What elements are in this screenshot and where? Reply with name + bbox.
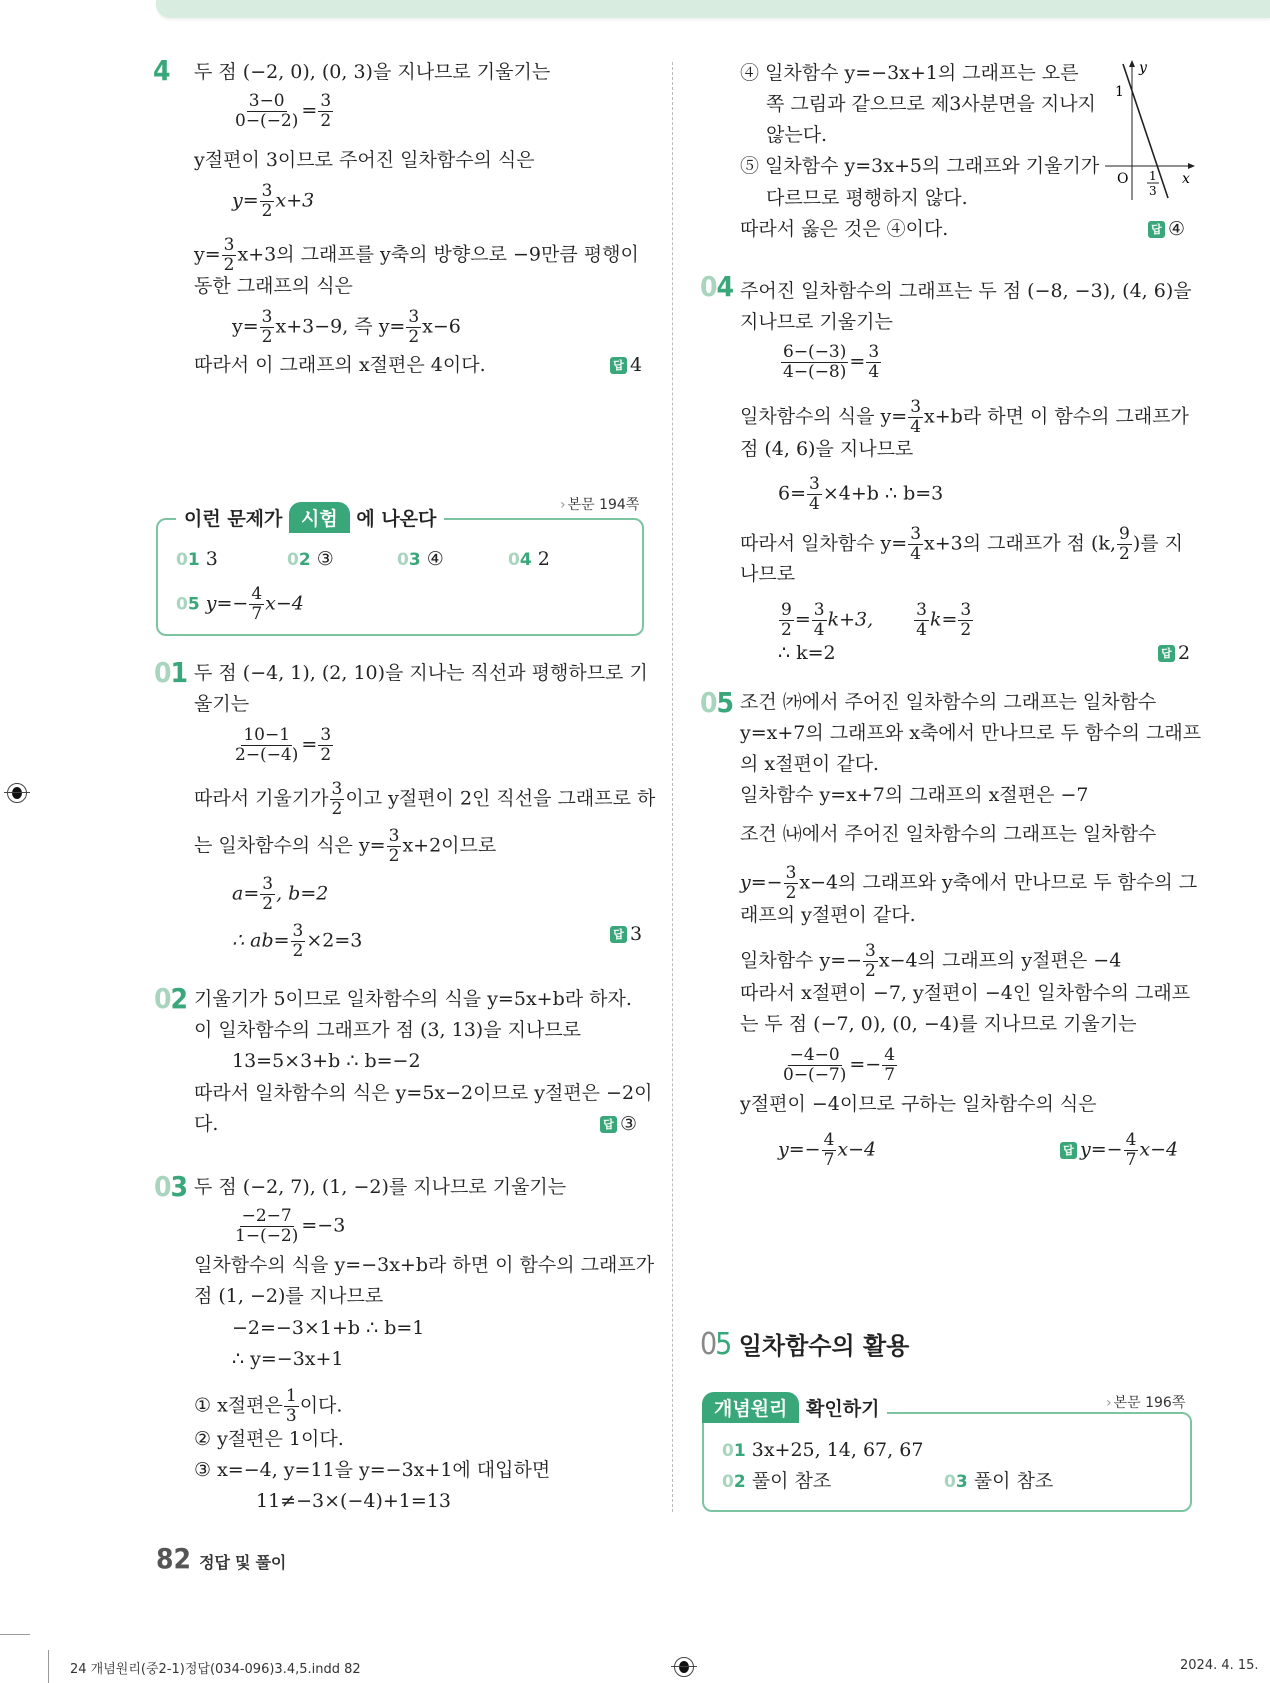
equation: ∴ y=−3x+1	[232, 1348, 344, 1370]
title-pill: 시험	[289, 502, 350, 533]
page-number: 82	[156, 1542, 192, 1575]
num: 0	[176, 594, 188, 615]
expr: x−4	[837, 1138, 877, 1161]
section-heading	[700, 1326, 909, 1362]
text-line: 일차함수 y=x+7의 그래프의 x절편은 −7	[740, 784, 1089, 806]
text-line: 래프의 y절편이 같다.	[740, 904, 916, 926]
answer-item	[944, 1469, 1053, 1494]
registration-mark-icon	[7, 783, 27, 803]
numerator: 9	[781, 600, 792, 620]
numerator: 3	[320, 725, 332, 745]
text-line: 동한 그래프의 식은	[194, 275, 353, 297]
numerator: 3	[261, 181, 273, 201]
option-2: ② y절편은 1이다.	[194, 1428, 344, 1450]
denominator: 4	[813, 620, 825, 640]
denominator: 4	[868, 362, 880, 382]
denominator: 4	[916, 620, 927, 640]
text-line: 일차함수의 식을 y=−3x+b라 하면 이 함수의 그래프가	[194, 1254, 655, 1276]
numerator: 3	[865, 941, 876, 961]
denominator: 2	[261, 201, 273, 221]
ref-text: 본문 194쪽	[567, 497, 640, 513]
numerator: 9	[1118, 524, 1130, 544]
denominator: 2	[292, 941, 304, 961]
denominator: 2	[388, 846, 400, 866]
expr: ×2=3	[306, 929, 363, 952]
num: 2	[170, 982, 188, 1015]
numerator: 4	[251, 584, 263, 604]
num: 3	[170, 1170, 188, 1203]
expr: 이고 y절편이 2인 직선을 그래프로 하	[345, 787, 656, 810]
denominator: 2	[262, 894, 274, 914]
expr: x+3−9, 즉 y=	[275, 315, 406, 338]
eq: =	[301, 99, 318, 122]
answer-badge-icon: 답	[600, 1116, 617, 1133]
answer-item	[397, 547, 444, 572]
text-line	[740, 942, 1121, 981]
fraction-equation	[232, 1207, 345, 1246]
denominator: 2−(−4)	[235, 745, 299, 765]
text-line: 다.	[194, 1113, 219, 1135]
crop-mark	[0, 1634, 30, 1635]
numerator: 3	[809, 474, 820, 494]
page-footer	[156, 1542, 286, 1575]
text-line: 조건 ㈏에서 주어진 일차함수의 그래프는 일차함수	[740, 823, 1157, 845]
eq: =	[849, 350, 866, 373]
num: 1	[187, 550, 200, 570]
expr: x+2이므로	[402, 834, 497, 857]
problem-number	[700, 272, 733, 302]
expr: x+3	[275, 189, 315, 212]
text-line: y=x+7의 그래프와 x축에서 만나므로 두 함수의 그래프	[740, 722, 1202, 744]
expr: ∴ ab=	[232, 929, 290, 952]
expr: y=−	[1080, 1138, 1123, 1161]
num: 3	[408, 550, 421, 570]
denominator: 2	[408, 327, 420, 347]
title-text: 에 나온다	[356, 508, 437, 530]
equation: ∴ k=2	[778, 642, 836, 664]
denominator: 4−(−8)	[783, 362, 847, 382]
expr: y=−	[205, 592, 249, 615]
num: 0	[287, 550, 299, 570]
value: ④	[426, 548, 444, 570]
equation: −2=−3×1+b ∴ b=1	[232, 1317, 425, 1339]
num: 0	[154, 982, 171, 1015]
print-slug-date: 2024. 4. 15.	[1180, 1658, 1259, 1673]
numerator: −4−0	[789, 1045, 840, 1065]
answer	[600, 1112, 637, 1136]
eq: =−3	[301, 1214, 346, 1237]
answer	[1060, 1131, 1178, 1170]
expr: x−4의 그래프와 y축에서 만나므로 두 함수의 그	[799, 871, 1198, 894]
expr: x+3의 그래프를 y축의 방향으로 −9만큼 평행이	[237, 243, 639, 266]
answer-value: ③	[620, 1113, 638, 1135]
text-line	[740, 398, 1189, 437]
expr: x+3의 그래프가 점 (k,	[924, 532, 1116, 555]
answer-badge-icon: 답	[1060, 1142, 1077, 1159]
text-line: 따라서 일차함수의 식은 y=5x−2이므로 y절편은 −2이	[194, 1082, 653, 1104]
expr: x−4	[265, 592, 304, 615]
expr: y=	[232, 189, 259, 212]
text-line: 않는다.	[766, 124, 828, 146]
numerator: 3	[868, 342, 880, 362]
text-line: 나므로	[740, 563, 796, 585]
expr: 6=	[778, 482, 807, 505]
answer-value: 2	[1178, 642, 1191, 664]
x-intercept-denominator: 3	[1149, 184, 1157, 198]
text-line: 기울기가 5이므로 일차함수의 식을 y=5x+b라 하자.	[194, 988, 632, 1010]
denominator: 7	[1125, 1150, 1137, 1170]
expr: x+b라 하면 이 함수의 그래프가	[924, 405, 1189, 428]
num: 0	[700, 270, 717, 303]
numerator: 3	[916, 600, 927, 620]
num: 5	[187, 594, 200, 615]
option-4: ④ 일차함수 y=−3x+1의 그래프는 오른	[740, 62, 1079, 84]
text-line: 두 점 (−2, 0), (0, 3)을 지나므로 기울기는	[194, 61, 551, 83]
origin-label: O	[1117, 171, 1129, 187]
numerator: 3	[388, 826, 400, 846]
text-line	[740, 864, 1197, 903]
text-line: 따라서 이 그래프의 x절편은 4이다.	[194, 354, 486, 376]
num: 0	[700, 686, 717, 719]
num: 0	[722, 1472, 734, 1492]
expr: a=	[232, 882, 260, 905]
answer	[1148, 217, 1185, 241]
answer	[610, 353, 642, 377]
value: ③	[316, 548, 334, 570]
num: 0	[154, 656, 171, 689]
answer-badge-icon: 답	[1148, 221, 1165, 238]
expr: x−4	[1139, 1138, 1179, 1161]
section-title: 일차함수의 활용	[738, 1332, 910, 1360]
text-line	[194, 827, 496, 866]
y-axis-label: y	[1139, 60, 1147, 76]
num: 2	[733, 1472, 746, 1492]
crop-mark	[48, 1650, 49, 1683]
answer-value: 3	[630, 923, 643, 945]
numerator: −2−7	[241, 1206, 292, 1226]
option-1	[194, 1387, 342, 1426]
text-line	[194, 780, 655, 819]
text-line: 두 점 (−2, 7), (1, −2)를 지나므로 기울기는	[194, 1176, 567, 1198]
numerator: 6−(−3)	[783, 342, 847, 362]
expr: =	[794, 608, 811, 631]
numerator: 3	[292, 921, 304, 941]
page-reference	[560, 494, 639, 514]
expr: x−6	[422, 315, 461, 338]
numerator: 3	[262, 874, 274, 894]
numerator: 3	[320, 91, 332, 111]
text-line: 쪽 그림과 같으므로 제3사분면을 지나지	[766, 93, 1096, 115]
numerator: 3	[261, 307, 273, 327]
header-band	[156, 0, 1270, 18]
num: 3	[955, 1472, 968, 1492]
answer-item	[176, 585, 304, 624]
value: 3x+25, 14, 67, 67	[751, 1439, 924, 1461]
num: 1	[170, 656, 188, 689]
expr: 따라서 기울기가	[194, 787, 329, 810]
denominator: 2	[865, 961, 876, 981]
expr: 일차함수 y=−	[740, 949, 863, 972]
expr: 이다.	[299, 1394, 343, 1417]
expr: y=−	[778, 1138, 821, 1161]
text-line	[194, 236, 639, 275]
denominator: 7	[251, 604, 263, 624]
denominator: 2	[1118, 544, 1130, 564]
expr: 는 일차함수의 식은 y=	[194, 834, 386, 857]
expr: 일차함수의 식을 y=	[740, 405, 908, 428]
text-line: 주어진 일차함수의 그래프는 두 점 (−8, −3), (4, 6)을	[740, 280, 1192, 302]
num: 0	[508, 550, 520, 570]
problem-number	[154, 658, 187, 688]
equation	[778, 1131, 876, 1170]
num: 0	[176, 550, 188, 570]
title-text: 확인하기	[806, 1398, 880, 1420]
text-line: 조건 ㈎에서 주어진 일차함수의 그래프는 일차함수	[740, 691, 1157, 713]
section-num: 0	[700, 1327, 716, 1362]
expr: )를 지	[1132, 532, 1183, 555]
text-line: 점 (1, −2)를 지나므로	[194, 1285, 384, 1307]
denominator: 3	[285, 1406, 297, 1426]
answer-badge-icon: 답	[1158, 645, 1175, 662]
text-line: 는 두 점 (−7, 0), (0, −4)를 지나므로 기울기는	[740, 1013, 1137, 1035]
chevron-right-icon: ›	[1106, 1395, 1112, 1411]
problem-number: 4	[153, 54, 170, 87]
expr: k+3,	[827, 608, 874, 631]
answer-item	[722, 1438, 923, 1463]
expr: , b=2	[276, 882, 329, 905]
answer-value: ④	[1168, 218, 1186, 240]
print-slug-file: 24 개념원리(중2-1)정답(034-096)3.4,5.indd 82	[70, 1662, 361, 1677]
answer	[1158, 641, 1190, 665]
title-pill: 개념원리	[702, 1392, 799, 1423]
equation: 13=5×3+b ∴ b=−2	[232, 1050, 421, 1072]
expr: ① x절편은	[194, 1394, 283, 1417]
equation	[232, 308, 461, 347]
numerator: 3	[223, 235, 235, 255]
x-axis-label: x	[1182, 171, 1190, 187]
expr: k=	[929, 608, 958, 631]
eq: =−	[849, 1053, 882, 1076]
answer-item	[508, 547, 550, 572]
numerator: 3	[960, 600, 972, 620]
denominator: 7	[884, 1065, 896, 1085]
numerator: 3	[813, 600, 825, 620]
numerator: 3−0	[248, 91, 285, 111]
eq: =	[301, 733, 318, 756]
equation	[232, 922, 362, 961]
option-5: ⑤ 일차함수 y=3x+5의 그래프와 기울기가	[740, 155, 1100, 177]
text-line: 점 (4, 6)을 지나므로	[740, 438, 914, 460]
chevron-right-icon: ›	[560, 497, 566, 513]
equation	[232, 182, 314, 221]
denominator: 0−(−2)	[235, 111, 299, 131]
text-line: y절편이 −4이므로 구하는 일차함수의 식은	[740, 1093, 1097, 1115]
value: 3	[205, 548, 218, 570]
num: 1	[733, 1441, 746, 1461]
denominator: 4	[809, 494, 820, 514]
expr: 따라서 일차함수 y=	[740, 532, 908, 555]
text-line: 이 일차함수의 그래프가 점 (3, 13)을 지나므로	[194, 1019, 582, 1041]
numerator: 3	[408, 307, 420, 327]
problem-number	[154, 984, 187, 1014]
section-num: 5	[715, 1327, 731, 1362]
text-line: 울기는	[194, 693, 250, 715]
expr: y=	[194, 243, 221, 266]
equation	[778, 475, 943, 514]
box-title	[176, 502, 444, 533]
numerator: 3	[910, 524, 922, 544]
answer	[610, 922, 642, 946]
fraction-equation	[232, 92, 334, 131]
text-line: 따라서 x절편이 −7, y절편이 −4인 일차함수의 그래프	[740, 982, 1191, 1004]
text-line: 두 점 (−4, 1), (2, 10)을 지나는 직선과 평행하므로 기	[194, 662, 648, 684]
column-divider	[672, 62, 673, 1512]
registration-mark-icon	[674, 1657, 694, 1677]
denominator: 2	[785, 883, 797, 903]
numerator: 10−1	[243, 725, 291, 745]
numerator: 4	[1125, 1130, 1137, 1150]
num: 0	[154, 1170, 171, 1203]
denominator: 2	[320, 745, 332, 765]
num: 0	[722, 1441, 734, 1461]
title-text: 이런 문제가	[184, 508, 283, 530]
answer-item	[176, 547, 218, 572]
text-line	[740, 525, 1183, 564]
num: 0	[944, 1472, 956, 1492]
denominator: 2	[261, 327, 273, 347]
numerator: 1	[285, 1386, 297, 1406]
expr: y=−	[740, 871, 783, 894]
value: 풀이 참조	[973, 1470, 1054, 1492]
x-intercept-numerator: 1	[1149, 169, 1157, 183]
expr: y=	[232, 315, 259, 338]
line-graph-diagram	[1105, 58, 1195, 203]
text-line: y절편이 3이므로 주어진 일차함수의 식은	[194, 149, 535, 171]
numerator: 4	[884, 1045, 896, 1065]
num: 2	[298, 550, 311, 570]
answer-item	[287, 547, 334, 572]
value: 2	[537, 548, 550, 570]
text-line: 지나므로 기울기는	[740, 311, 893, 333]
denominator: 1−(−2)	[235, 1226, 299, 1246]
problem-number	[154, 1172, 187, 1202]
equation	[232, 875, 328, 914]
expr: ×4+b ∴ b=3	[822, 482, 944, 505]
numerator: 3	[910, 397, 922, 417]
answer-badge-icon: 답	[610, 357, 627, 374]
numerator: 3	[785, 863, 797, 883]
answer-item	[722, 1469, 831, 1494]
text-line: 의 x절편이 같다.	[740, 753, 879, 775]
denominator: 2	[223, 255, 235, 275]
page-title: 정답 및 풀이	[199, 1553, 287, 1572]
page-reference	[1106, 1392, 1185, 1412]
denominator: 4	[910, 544, 922, 564]
denominator: 0−(−7)	[783, 1065, 847, 1085]
num: 5	[716, 686, 734, 719]
y-intercept-label: 1	[1115, 84, 1124, 100]
text-line: 따라서 옳은 것은 ④이다.	[740, 218, 949, 240]
problem-number	[700, 688, 733, 718]
answer-badge-icon: 답	[610, 926, 627, 943]
numerator: 4	[823, 1130, 835, 1150]
denominator: 2	[320, 111, 332, 131]
denominator: 7	[823, 1150, 835, 1170]
denominator: 4	[910, 417, 922, 437]
equation: 11≠−3×(−4)+1=13	[256, 1490, 451, 1512]
fraction-equation	[232, 726, 334, 765]
equation	[778, 601, 974, 640]
denominator: 2	[331, 799, 343, 819]
num: 4	[716, 270, 734, 303]
answer-value: 4	[630, 354, 643, 376]
num: 0	[397, 550, 409, 570]
option-3: ③ x=−4, y=11을 y=−3x+1에 대입하면	[194, 1459, 551, 1481]
box-title	[702, 1392, 887, 1423]
fraction-equation	[780, 343, 882, 382]
numerator: 3	[331, 779, 343, 799]
num: 4	[519, 550, 532, 570]
expr: x−4의 그래프의 y절편은 −4	[878, 949, 1122, 972]
fraction-equation	[780, 1046, 898, 1085]
denominator: 2	[781, 620, 792, 640]
text-line: 다르므로 평행하지 않다.	[766, 187, 968, 209]
denominator: 2	[960, 620, 972, 640]
value: 풀이 참조	[751, 1470, 832, 1492]
ref-text: 본문 196쪽	[1113, 1395, 1186, 1411]
